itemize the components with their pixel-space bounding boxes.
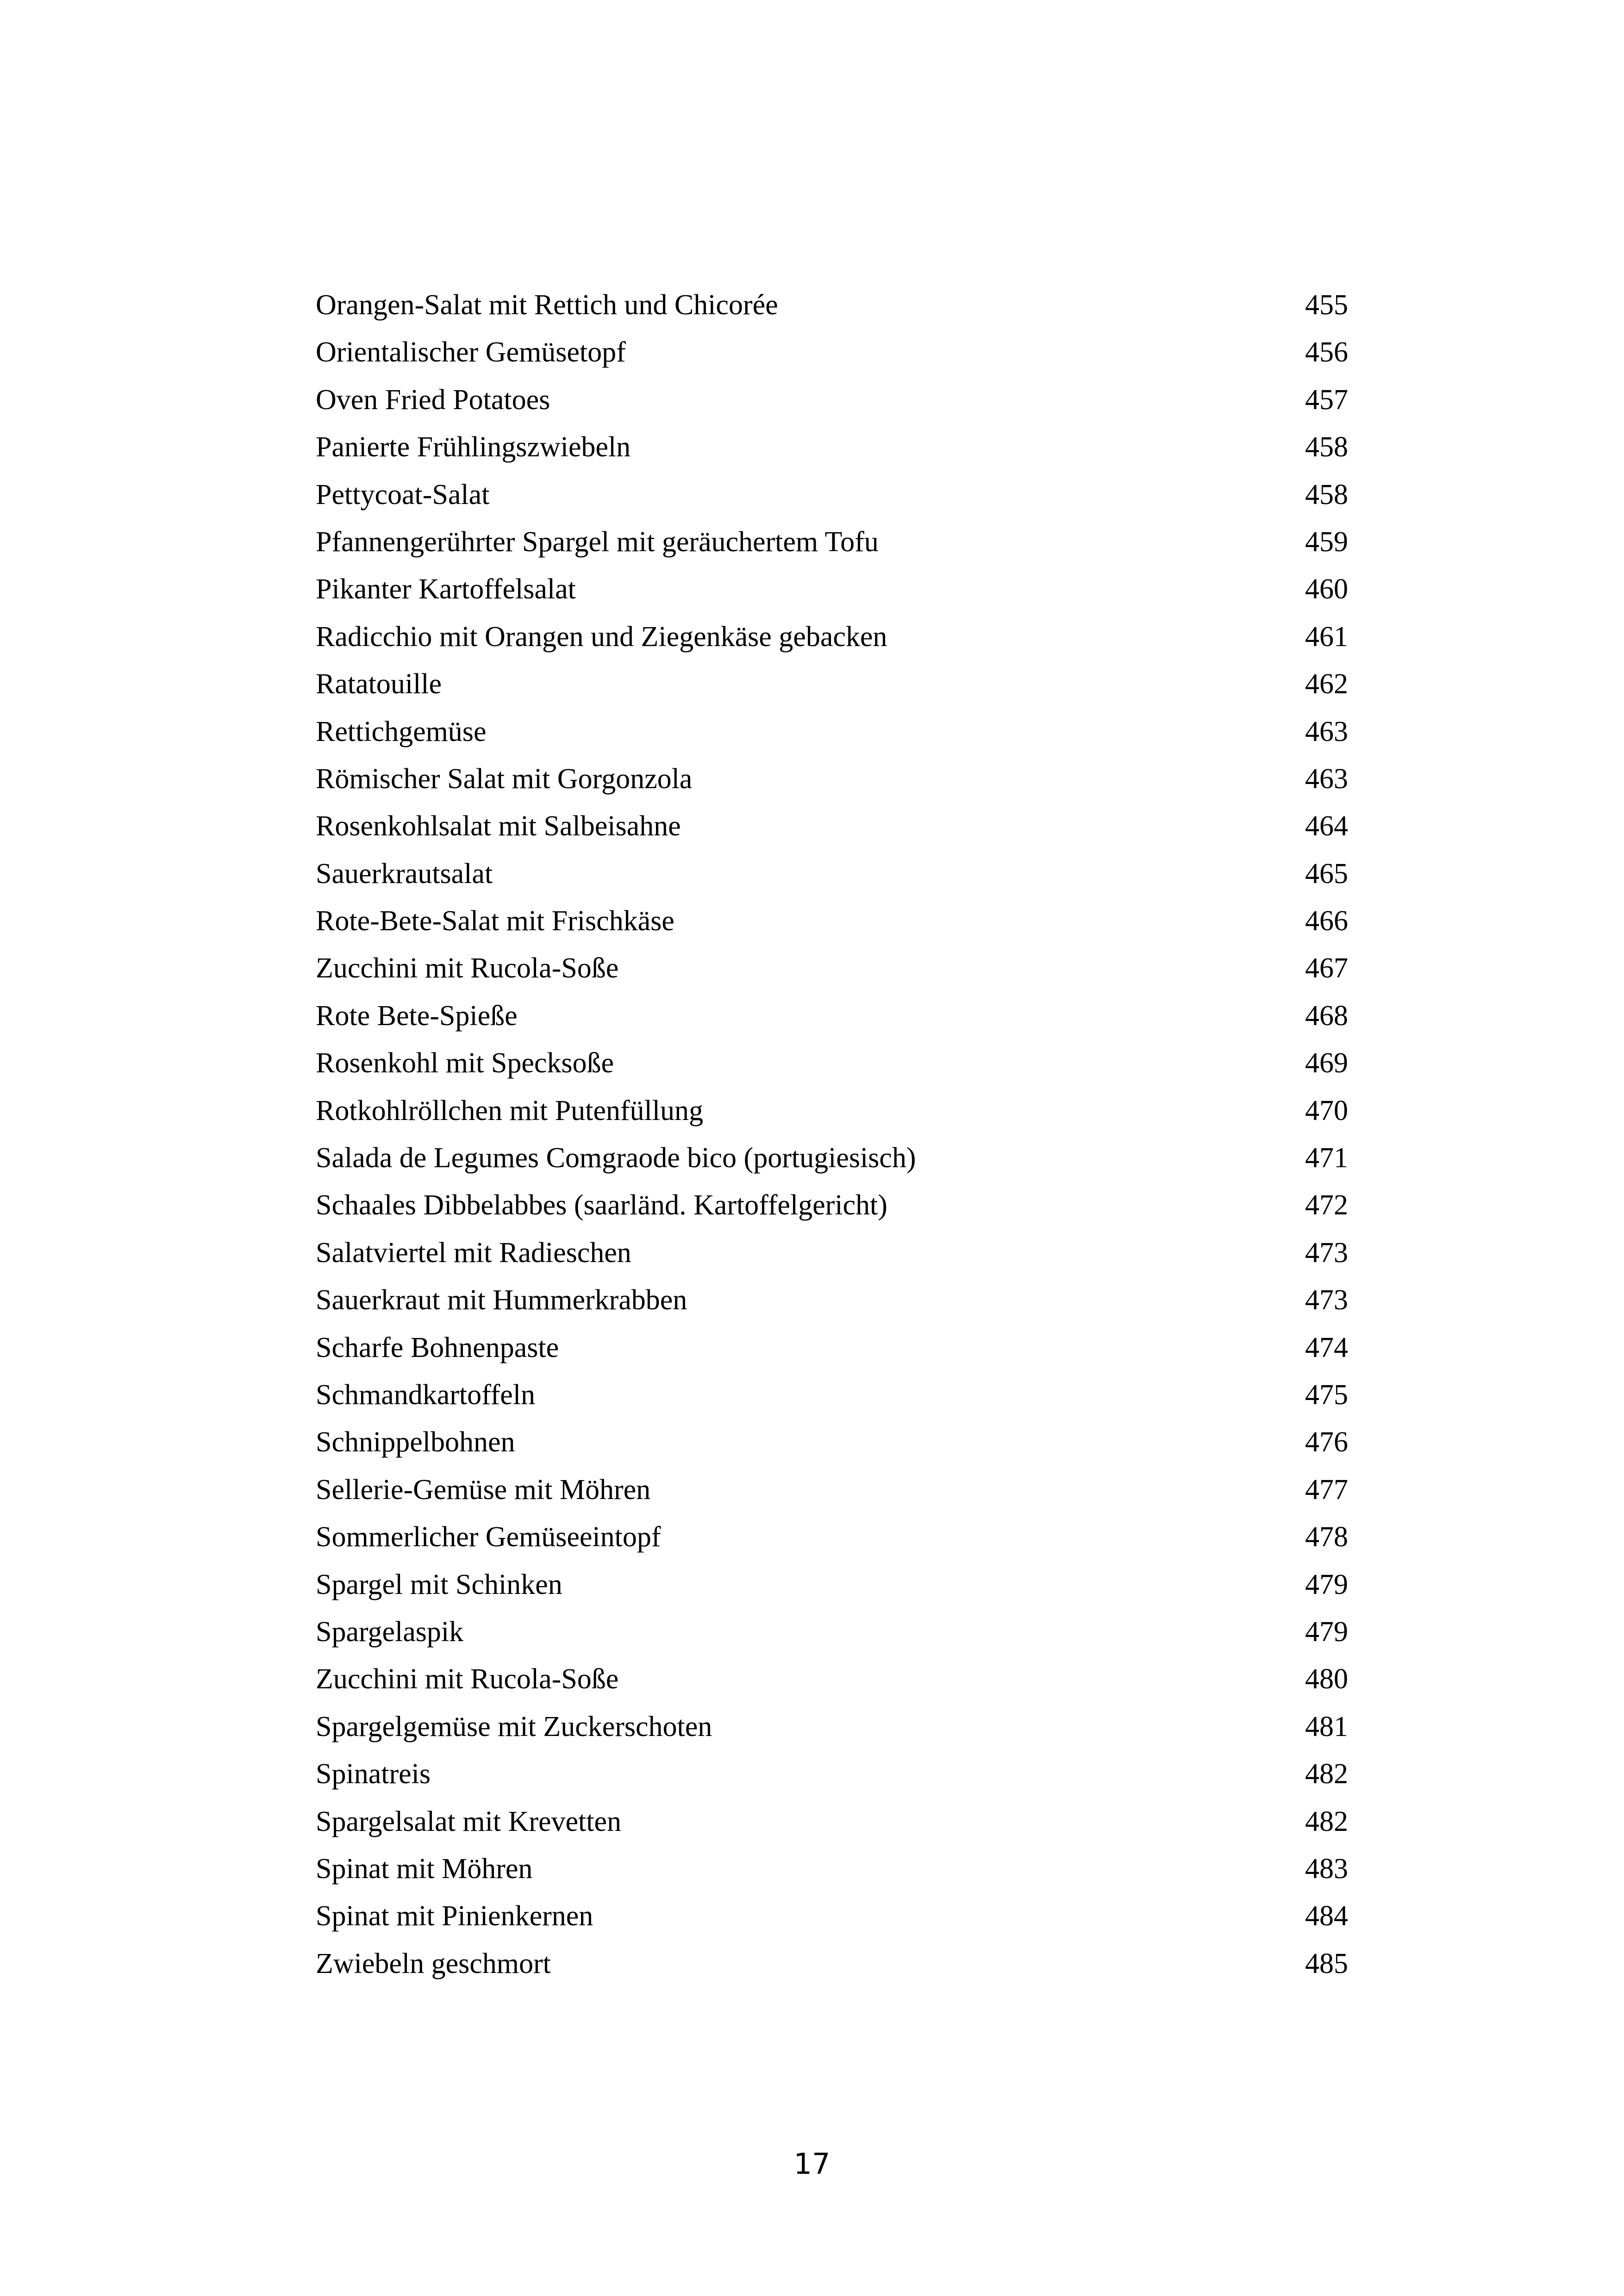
toc-entry-title: Orangen-Salat mit Rettich und Chicorée — [316, 289, 778, 321]
toc-entry-title: Spargelgemüse mit Zuckerschoten — [316, 1711, 712, 1742]
toc-entry — [316, 755, 1348, 803]
toc-entry-page: 485 — [1305, 1948, 1348, 1979]
toc-entry-page: 463 — [1305, 763, 1348, 795]
toc-entry-title: Römischer Salat mit Gorgonzola — [316, 763, 693, 795]
toc-entry-page: 478 — [1305, 1521, 1348, 1553]
toc-entry — [316, 1419, 1348, 1466]
toc-entry-page: 467 — [1305, 952, 1348, 984]
toc-entry — [316, 1513, 1348, 1561]
toc-entry-title: Zucchini mit Rucola-Soße — [316, 1663, 619, 1695]
toc-entry-title: Rote-Bete-Salat mit Frischkäse — [316, 905, 675, 937]
toc-entry — [316, 660, 1348, 708]
toc-entry-title: Rosenkohl mit Specksoße — [316, 1047, 614, 1079]
toc-entry — [316, 850, 1348, 897]
toc-entry-page: 482 — [1305, 1805, 1348, 1837]
toc-entry-title: Radicchio mit Orangen und Ziegenkäse gebacken — [316, 621, 887, 653]
toc-entry — [316, 471, 1348, 518]
toc-entry-page: 455 — [1305, 289, 1348, 321]
toc-entry — [316, 1892, 1348, 1940]
toc-entry-page: 477 — [1305, 1474, 1348, 1506]
toc-entry-page: 479 — [1305, 1568, 1348, 1600]
toc-entry — [316, 566, 1348, 613]
toc-entry-page: 472 — [1305, 1189, 1348, 1221]
toc-entry-title: Schnippelbohnen — [316, 1426, 515, 1458]
toc-entry-title: Salada de Legumes Comgraode bico (portugiesisch) — [316, 1142, 916, 1174]
toc-entry-page: 466 — [1305, 905, 1348, 937]
toc-entry-title: Rotkohlröllchen mit Putenfüllung — [316, 1095, 703, 1126]
toc-entry — [316, 1655, 1348, 1703]
toc-entry — [316, 1134, 1348, 1182]
toc-entry — [316, 518, 1348, 566]
toc-entry — [316, 897, 1348, 945]
toc-entry — [316, 1561, 1348, 1608]
toc-entry-title: Spinat mit Pinienkernen — [316, 1900, 593, 1932]
toc-entry — [316, 1750, 1348, 1798]
toc-entry-page: 482 — [1305, 1758, 1348, 1790]
toc-entry-page: 462 — [1305, 668, 1348, 700]
toc-entry-page: 460 — [1305, 573, 1348, 605]
toc-entry-title: Sauerkrautsalat — [316, 858, 493, 890]
toc-entry-page: 458 — [1305, 431, 1348, 463]
toc-entry-title: Spargel mit Schinken — [316, 1568, 562, 1600]
toc-entry-page: 479 — [1305, 1616, 1348, 1648]
toc-entry — [316, 423, 1348, 471]
toc-entry-page: 476 — [1305, 1426, 1348, 1458]
toc-entry — [316, 1039, 1348, 1087]
toc-entry-title: Pfannengerührter Spargel mit geräuchertem Tofu — [316, 526, 879, 558]
toc-entry — [316, 1466, 1348, 1513]
toc-entry — [316, 1276, 1348, 1324]
toc-entry — [316, 281, 1348, 329]
toc-entry-title: Schmandkartoffeln — [316, 1379, 536, 1411]
toc-entry-title: Orientalischer Gemüsetopf — [316, 336, 626, 368]
toc-entry-title: Rettichgemüse — [316, 716, 487, 747]
toc-entry — [316, 1845, 1348, 1892]
toc-entry-title: Sellerie-Gemüse mit Möhren — [316, 1474, 651, 1506]
toc-entry — [316, 1798, 1348, 1845]
toc-entry-page: 473 — [1305, 1284, 1348, 1316]
toc-entry — [316, 1087, 1348, 1134]
toc-entry-page: 461 — [1305, 621, 1348, 653]
toc-entry-page: 459 — [1305, 526, 1348, 558]
toc-entry — [316, 708, 1348, 755]
toc-entry-title: Zucchini mit Rucola-Soße — [316, 952, 619, 984]
toc-entry-title: Sauerkraut mit Hummerkrabben — [316, 1284, 687, 1316]
toc-entry — [316, 1703, 1348, 1750]
toc-entry-page: 483 — [1305, 1853, 1348, 1885]
toc-entry-title: Spargelsalat mit Krevetten — [316, 1805, 621, 1837]
page-number: 17 — [793, 2147, 831, 2181]
toc-entry — [316, 1182, 1348, 1229]
table-of-contents — [316, 281, 1348, 1987]
toc-entry-page: 480 — [1305, 1663, 1348, 1695]
toc-entry-page: 484 — [1305, 1900, 1348, 1932]
toc-entry-title: Pikanter Kartoffelsalat — [316, 573, 576, 605]
toc-entry — [316, 329, 1348, 376]
toc-entry-title: Ratatouille — [316, 668, 442, 700]
toc-entry-title: Zwiebeln geschmort — [316, 1948, 551, 1979]
toc-entry-title: Rote Bete-Spieße — [316, 1000, 518, 1032]
toc-entry-page: 470 — [1305, 1095, 1348, 1126]
toc-entry — [316, 613, 1348, 660]
toc-entry-page: 474 — [1305, 1332, 1348, 1363]
toc-entry — [316, 1608, 1348, 1655]
toc-entry — [316, 1324, 1348, 1371]
toc-entry-page: 465 — [1305, 858, 1348, 890]
toc-entry-page: 481 — [1305, 1711, 1348, 1742]
toc-entry-title: Sommerlicher Gemüseeintopf — [316, 1521, 661, 1553]
toc-entry-title: Panierte Frühlingszwiebeln — [316, 431, 631, 463]
toc-entry — [316, 803, 1348, 850]
toc-entry-page: 475 — [1305, 1379, 1348, 1411]
toc-entry-page: 463 — [1305, 716, 1348, 747]
toc-entry-page: 458 — [1305, 479, 1348, 510]
toc-entry-page: 456 — [1305, 336, 1348, 368]
toc-entry-title: Scharfe Bohnenpaste — [316, 1332, 559, 1363]
toc-entry-title: Schaales Dibbelabbes (saarländ. Kartoffelgericht) — [316, 1189, 887, 1221]
toc-entry-page: 471 — [1305, 1142, 1348, 1174]
toc-entry — [316, 1371, 1348, 1419]
toc-entry-page: 468 — [1305, 1000, 1348, 1032]
toc-entry-title: Spargelaspik — [316, 1616, 464, 1648]
toc-entry-title: Oven Fried Potatoes — [316, 384, 550, 416]
toc-entry-title: Spinatreis — [316, 1758, 431, 1790]
toc-entry-title: Salatviertel mit Radieschen — [316, 1237, 631, 1269]
toc-entry-page: 473 — [1305, 1237, 1348, 1269]
toc-entry — [316, 376, 1348, 423]
toc-entry-title: Spinat mit Möhren — [316, 1853, 533, 1885]
toc-entry-page: 464 — [1305, 810, 1348, 842]
toc-entry-title: Rosenkohlsalat mit Salbeisahne — [316, 810, 681, 842]
toc-entry-page: 457 — [1305, 384, 1348, 416]
toc-entry — [316, 992, 1348, 1039]
toc-entry — [316, 945, 1348, 992]
toc-entry — [316, 1940, 1348, 1987]
toc-entry — [316, 1229, 1348, 1276]
toc-entry-page: 469 — [1305, 1047, 1348, 1079]
toc-entry-title: Pettycoat-Salat — [316, 479, 490, 510]
